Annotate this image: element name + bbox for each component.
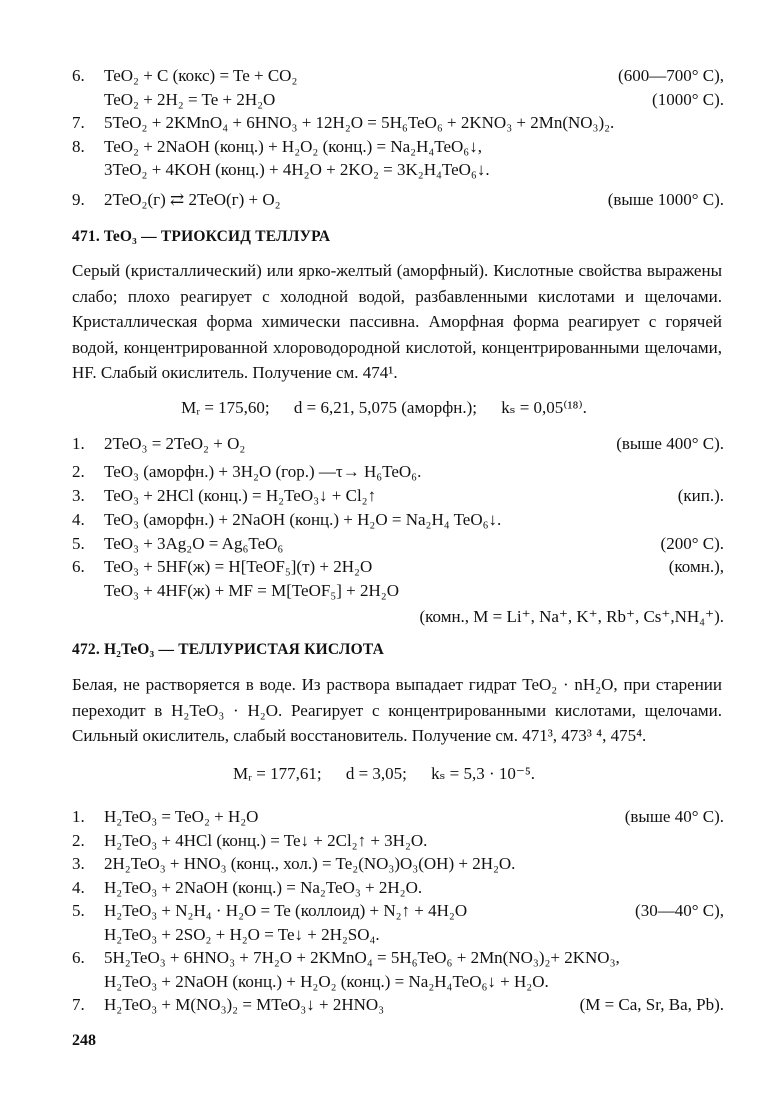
reaction-equation: TeO₃ + 5HF(ж) = H[TeOF₅](т) + 2H₂O (104, 557, 373, 576)
reaction-number: 6. (72, 66, 85, 85)
reaction-number: 4. (72, 510, 85, 529)
reaction-number: 7. (72, 995, 85, 1014)
reaction-number: 7. (72, 113, 85, 132)
reaction-line (0, 64, 768, 88)
section-heading: 471. TeO₃ — ТРИОКСИД ТЕЛЛУРА (72, 228, 331, 245)
reaction-number: 3. (72, 486, 85, 505)
reaction-number: 9. (72, 190, 85, 209)
reaction-number: 6. (72, 948, 85, 967)
reaction-line (0, 532, 768, 556)
reaction-number: 1. (72, 434, 85, 453)
reaction-equation: TeO₃ + 2HCl (конц.) = H₂TeO₃↓ + Cl₂↑ (104, 486, 377, 505)
reaction-condition: (600—700° C), (618, 66, 724, 85)
reaction-line (0, 852, 768, 876)
reaction-line (0, 158, 768, 182)
reaction-line (0, 484, 768, 508)
reaction-number: 3. (72, 854, 85, 873)
reaction-line (0, 993, 768, 1017)
reaction-equation: H₂TeO₃ + N₂H₄ · H₂O = Te (коллоид) + N₂↑ + 4H₂O (104, 901, 468, 920)
reaction-number: 2. (72, 831, 85, 850)
reaction-number: 6. (72, 557, 85, 576)
reaction-line (0, 876, 768, 900)
reaction-condition: (1000° C). (652, 90, 724, 109)
section-description: Белая, не растворяется в воде. Из раствора выпадает гидрат TeO₂ · nH₂O, при старении переходит в H₂TeO₃ · H₂O. Реагирует с концентрированными кислотами, щелочами. Сильный окислитель, слабый восстановитель. Получение см. 471³, 473³ ⁴, 475⁴. (72, 675, 722, 745)
solubility: kₛ = 5,3 · 10⁻⁵. (431, 764, 536, 783)
reaction-condition: (выше 40° C). (624, 807, 724, 826)
properties-line (0, 398, 768, 418)
properties-line (0, 764, 768, 784)
reaction-condition: (комн.), (668, 557, 724, 576)
reaction-line (0, 135, 768, 159)
reaction-condition: (200° C). (660, 534, 724, 553)
reaction-line (0, 460, 768, 484)
reaction-equation: H₂TeO₃ + M(NO₃)₂ = MTeO₃↓ + 2HNO₃ (104, 995, 385, 1014)
reaction-equation: TeO₂ + C (кокс) = Te + CO₂ (104, 66, 298, 85)
reaction-equation: H₂TeO₃ = TeO₂ + H₂O (104, 807, 259, 826)
reaction-line (0, 508, 768, 532)
reaction-line (0, 805, 768, 829)
reaction-equation: 5TeO₂ + 2KMnO₄ + 6HNO₃ + 12H₂O = 5H₆TeO₆ + 2KNO₃ + 2Mn(NO₃)₂. (104, 113, 615, 132)
reaction-line (0, 579, 768, 603)
reaction-line (0, 923, 768, 947)
density: d = 3,05; (345, 764, 407, 783)
reaction-line (0, 946, 768, 970)
reaction-line (0, 899, 768, 923)
reaction-condition: (M = Ca, Sr, Ba, Pb). (579, 995, 724, 1014)
reaction-line (0, 188, 768, 212)
reaction-equation: 3TeO₂ + 4KOH (конц.) + 4H₂O + 2KO₂ = 3K₂H₄TeO₆↓. (104, 160, 490, 179)
molar-mass: Mᵣ = 175,60; (181, 398, 270, 417)
reaction-condition: (комн., M = Li⁺, Na⁺, K⁺, Rb⁺, Cs⁺,NH₄⁺). (419, 607, 724, 626)
reaction-line (0, 605, 768, 629)
reaction-number: 2. (72, 462, 85, 481)
reaction-line (0, 555, 768, 579)
reaction-condition: (30—40° C), (635, 901, 724, 920)
reaction-equation: TeO₂ + 2H₂ = Te + 2H₂O (104, 90, 276, 109)
reaction-line (0, 829, 768, 853)
reaction-equation: TeO₂ + 2NaOH (конц.) + H₂O₂ (конц.) = Na₂H₄TeO₆↓, (104, 137, 482, 156)
reaction-equation: TeO₃ (аморфн.) + 2NaOH (конц.) + H₂O = Na₂H₄ TeO₆↓. (104, 510, 502, 529)
reaction-equation: 2TeO₃ = 2TeO₂ + O₂ (104, 434, 246, 453)
reaction-line (0, 432, 768, 456)
reaction-equation: TeO₃ + 3Ag₂O = Ag₆TeO₆ (104, 534, 284, 553)
reaction-equation: H₂TeO₃ + 2NaOH (конц.) = Na₂TeO₃ + 2H₂O. (104, 878, 423, 897)
reaction-condition: (выше 400° C). (616, 434, 724, 453)
reaction-equation: H₂TeO₃ + 4HCl (конц.) = Te↓ + 2Cl₂↑ + 3H₂O. (104, 831, 428, 850)
reaction-condition: (выше 1000° C). (607, 190, 724, 209)
reaction-equation: TeO₃ (аморфн.) + 3H₂O (гор.) —τ→ H₆TeO₆. (104, 462, 422, 481)
molar-mass: Mᵣ = 177,61; (232, 764, 322, 783)
reaction-number: 1. (72, 807, 85, 826)
density: d = 6,21, 5,075 (аморфн.); (293, 398, 477, 417)
reaction-equation: H₂TeO₃ + 2SO₂ + H₂O = Te↓ + 2H₂SO₄. (104, 925, 380, 944)
reaction-equation: H₂TeO₃ + 2NaOH (конц.) + H₂O₂ (конц.) = Na₂H₄TeO₆↓ + H₂O. (104, 972, 549, 991)
reaction-number: 4. (72, 878, 85, 897)
solubility: kₛ = 0,05⁽¹⁸⁾. (501, 398, 587, 417)
reaction-equation: 2TeO₂(г) ⇄ 2TeO(г) + O₂ (104, 190, 281, 209)
reaction-number: 5. (72, 901, 85, 920)
reaction-number: 5. (72, 534, 85, 553)
page-number: 248 (72, 1032, 96, 1049)
reaction-equation: 2H₂TeO₃ + HNO₃ (конц., хол.) = Te₂(NO₃)O₃(OH) + 2H₂O. (104, 854, 516, 873)
reaction-equation: TeO₃ + 4HF(ж) + MF = M[TeOF₅] + 2H₂O (104, 581, 399, 600)
section-heading: 472. H₂TeO₃ — ТЕЛЛУРИСТАЯ КИСЛОТА (72, 641, 385, 658)
reaction-line (0, 970, 768, 994)
section-description: Серый (кристаллический) или ярко-желтый (аморфный). Кислотные свойства выражены слабо; плохо реагирует с холодной водой, разбавленными кислотами и щелочами. Кристаллическая форма химически пассивна. Аморфная форма реагирует с горячей водой, концентрированной хлороводородной кислотой, концентрированными щелочами, HF. Слабый окислитель. Получение см. 474¹. (72, 261, 722, 382)
reaction-line (0, 111, 768, 135)
reaction-condition: (кип.). (677, 486, 724, 505)
reaction-equation: 5H₂TeO₃ + 6HNO₃ + 7H₂O + 2KMnO₄ = 5H₆TeO₆ + 2Mn(NO₃)₂+ 2KNO₃, (104, 948, 620, 967)
reaction-line (0, 88, 768, 112)
reaction-number: 8. (72, 137, 85, 156)
